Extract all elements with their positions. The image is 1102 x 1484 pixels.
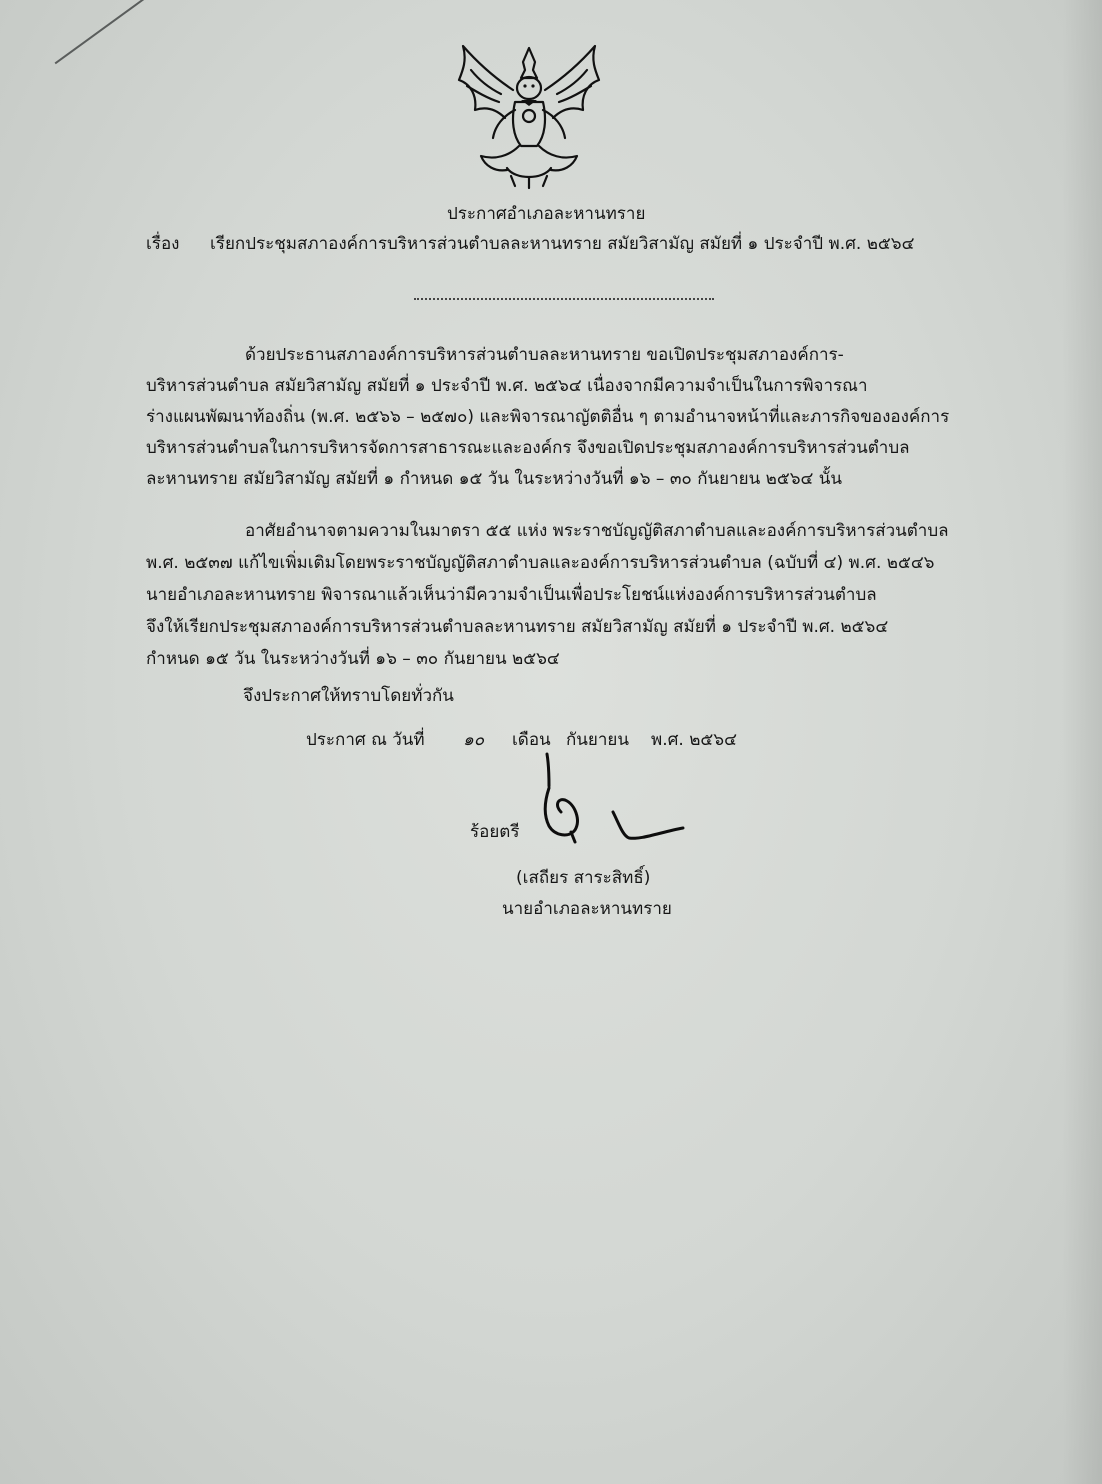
paragraph1-line: บริหารส่วนตำบล สมัยวิสามัญ สมัยที่ ๑ ประจำปี พ.ศ. ๒๕๖๔ เนื่องจากมีความจำเป็นในการพิจารณา [146,376,868,396]
signatory-rank: ร้อยตรี [470,822,520,842]
paragraph2-line: พ.ศ. ๒๕๓๗ แก้ไขเพิ่มเติมโดยพระราชบัญญัติสภาตำบลและองค์การบริหารส่วนตำบล (ฉบับที่ ๔) พ.ศ. ๒๕๔๖ [146,553,935,573]
subject-label: เรื่อง [146,234,180,254]
signatory-name: (เสถียร สาระสิทธิ์) [516,868,651,888]
paragraph2-line: กำหนด ๑๕ วัน ในระหว่างวันที่ ๑๖ – ๓๐ กันยายน ๒๕๖๔ [146,649,560,669]
paragraph1-line: ร่างแผนพัฒนาท้องถิ่น (พ.ศ. ๒๕๖๖ – ๒๕๗๐) และพิจารณาญัตติอื่น ๆ ตามอำนาจหน้าที่และภารกิจขององค์การ [146,407,950,427]
announce-line: จึงประกาศให้ทราบโดยทั่วกัน [243,686,454,706]
paragraph2-line: นายอำเภอละหานทราย พิจารณาแล้วเห็นว่ามีความจำเป็นเพื่อประโยชน์แห่งองค์การบริหารส่วนตำบล [146,585,877,605]
signature [535,748,695,848]
divider [414,298,714,300]
announcement-title: ประกาศอำเภอละหานทราย [447,204,646,224]
date-year: พ.ศ. ๒๕๖๔ [651,730,737,750]
date-day: ๑๐ [463,730,485,750]
paragraph2-line: จึงให้เรียกประชุมสภาองค์การบริหารส่วนตำบลละหานทราย สมัยวิสามัญ สมัยที่ ๑ ประจำปี พ.ศ. ๒๕๖๔ [146,617,889,637]
date-month: กันยายน [566,730,630,750]
signatory-position: นายอำเภอละหานทราย [502,899,672,919]
paragraph1-line: ด้วยประธานสภาองค์การบริหารส่วนตำบลละหานทราย ขอเปิดประชุมสภาองค์การ- [245,345,844,365]
date-month-label: เดือน [512,730,551,750]
date-prefix: ประกาศ ณ วันที่ [306,730,425,750]
subject-text: เรียกประชุมสภาองค์การบริหารส่วนตำบลละหานทราย สมัยวิสามัญ สมัยที่ ๑ ประจำปี พ.ศ. ๒๕๖๔ [210,234,915,254]
paragraph2-line: อาศัยอำนาจตามความในมาตรา ๕๕ แห่ง พระราชบัญญัติสภาตำบลและองค์การบริหารส่วนตำบล [245,521,949,541]
stray-pen-mark [55,0,178,64]
garuda-emblem-icon [455,40,603,190]
page-shadow [1062,0,1102,1484]
paragraph1-line: ละหานทราย สมัยวิสามัญ สมัยที่ ๑ กำหนด ๑๕ วัน ในระหว่างวันที่ ๑๖ – ๓๐ กันยายน ๒๕๖๔ นั้น [146,469,842,489]
paragraph1-line: บริหารส่วนตำบลในการบริหารจัดการสาธารณะและองค์กร จึงขอเปิดประชุมสภาองค์การบริหารส่วนตำบล [146,438,910,458]
